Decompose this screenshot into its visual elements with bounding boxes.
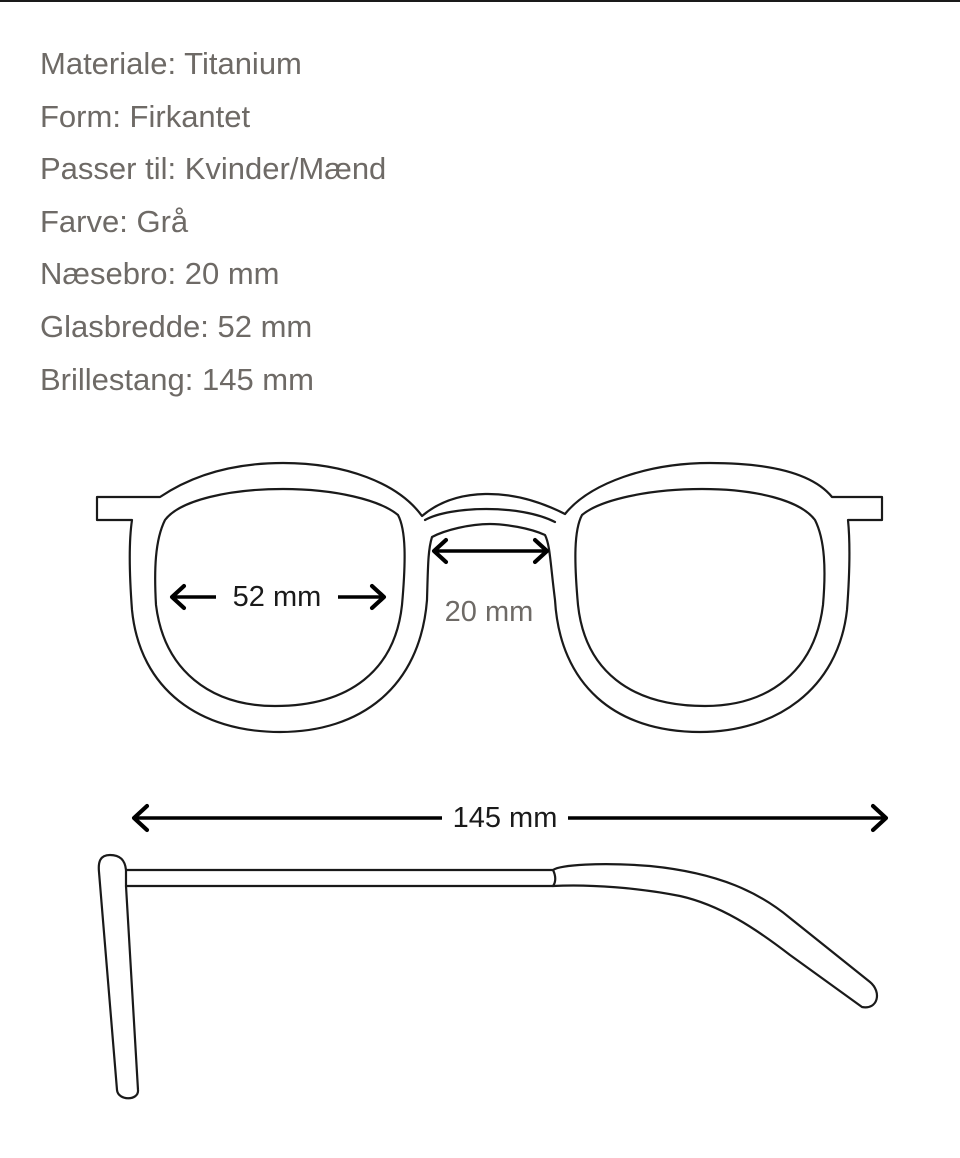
spec-color: Farve: Grå [40, 203, 189, 239]
right-lens-outline [575, 489, 824, 706]
bridge-width-dimension [434, 540, 547, 628]
temple-length-label: 145 mm [452, 802, 558, 834]
spec-temple-length: Brillestang: 145 mm [40, 361, 314, 397]
temple-hinge-joint [553, 870, 555, 886]
spec-shape: Form: Firkantet [40, 98, 251, 134]
spec-nose-bridge: Næsebro: 20 mm [40, 256, 280, 292]
spec-lens-width: Glasbredde: 52 mm [40, 308, 313, 344]
lens-width-label: 52 mm [232, 581, 322, 613]
bridge-outline [425, 509, 555, 522]
spec-material: Materiale: Titanium [40, 46, 302, 81]
bridge-width-label: 20 mm [444, 596, 534, 628]
temple-length-dimension [134, 802, 886, 834]
lens-width-dimension [172, 581, 384, 613]
glasses-side-view [99, 855, 877, 1098]
frame-side-edge [99, 855, 138, 1098]
temple-arm [126, 864, 877, 1007]
spec-fits: Passer til: Kvinder/Mænd [40, 151, 387, 187]
